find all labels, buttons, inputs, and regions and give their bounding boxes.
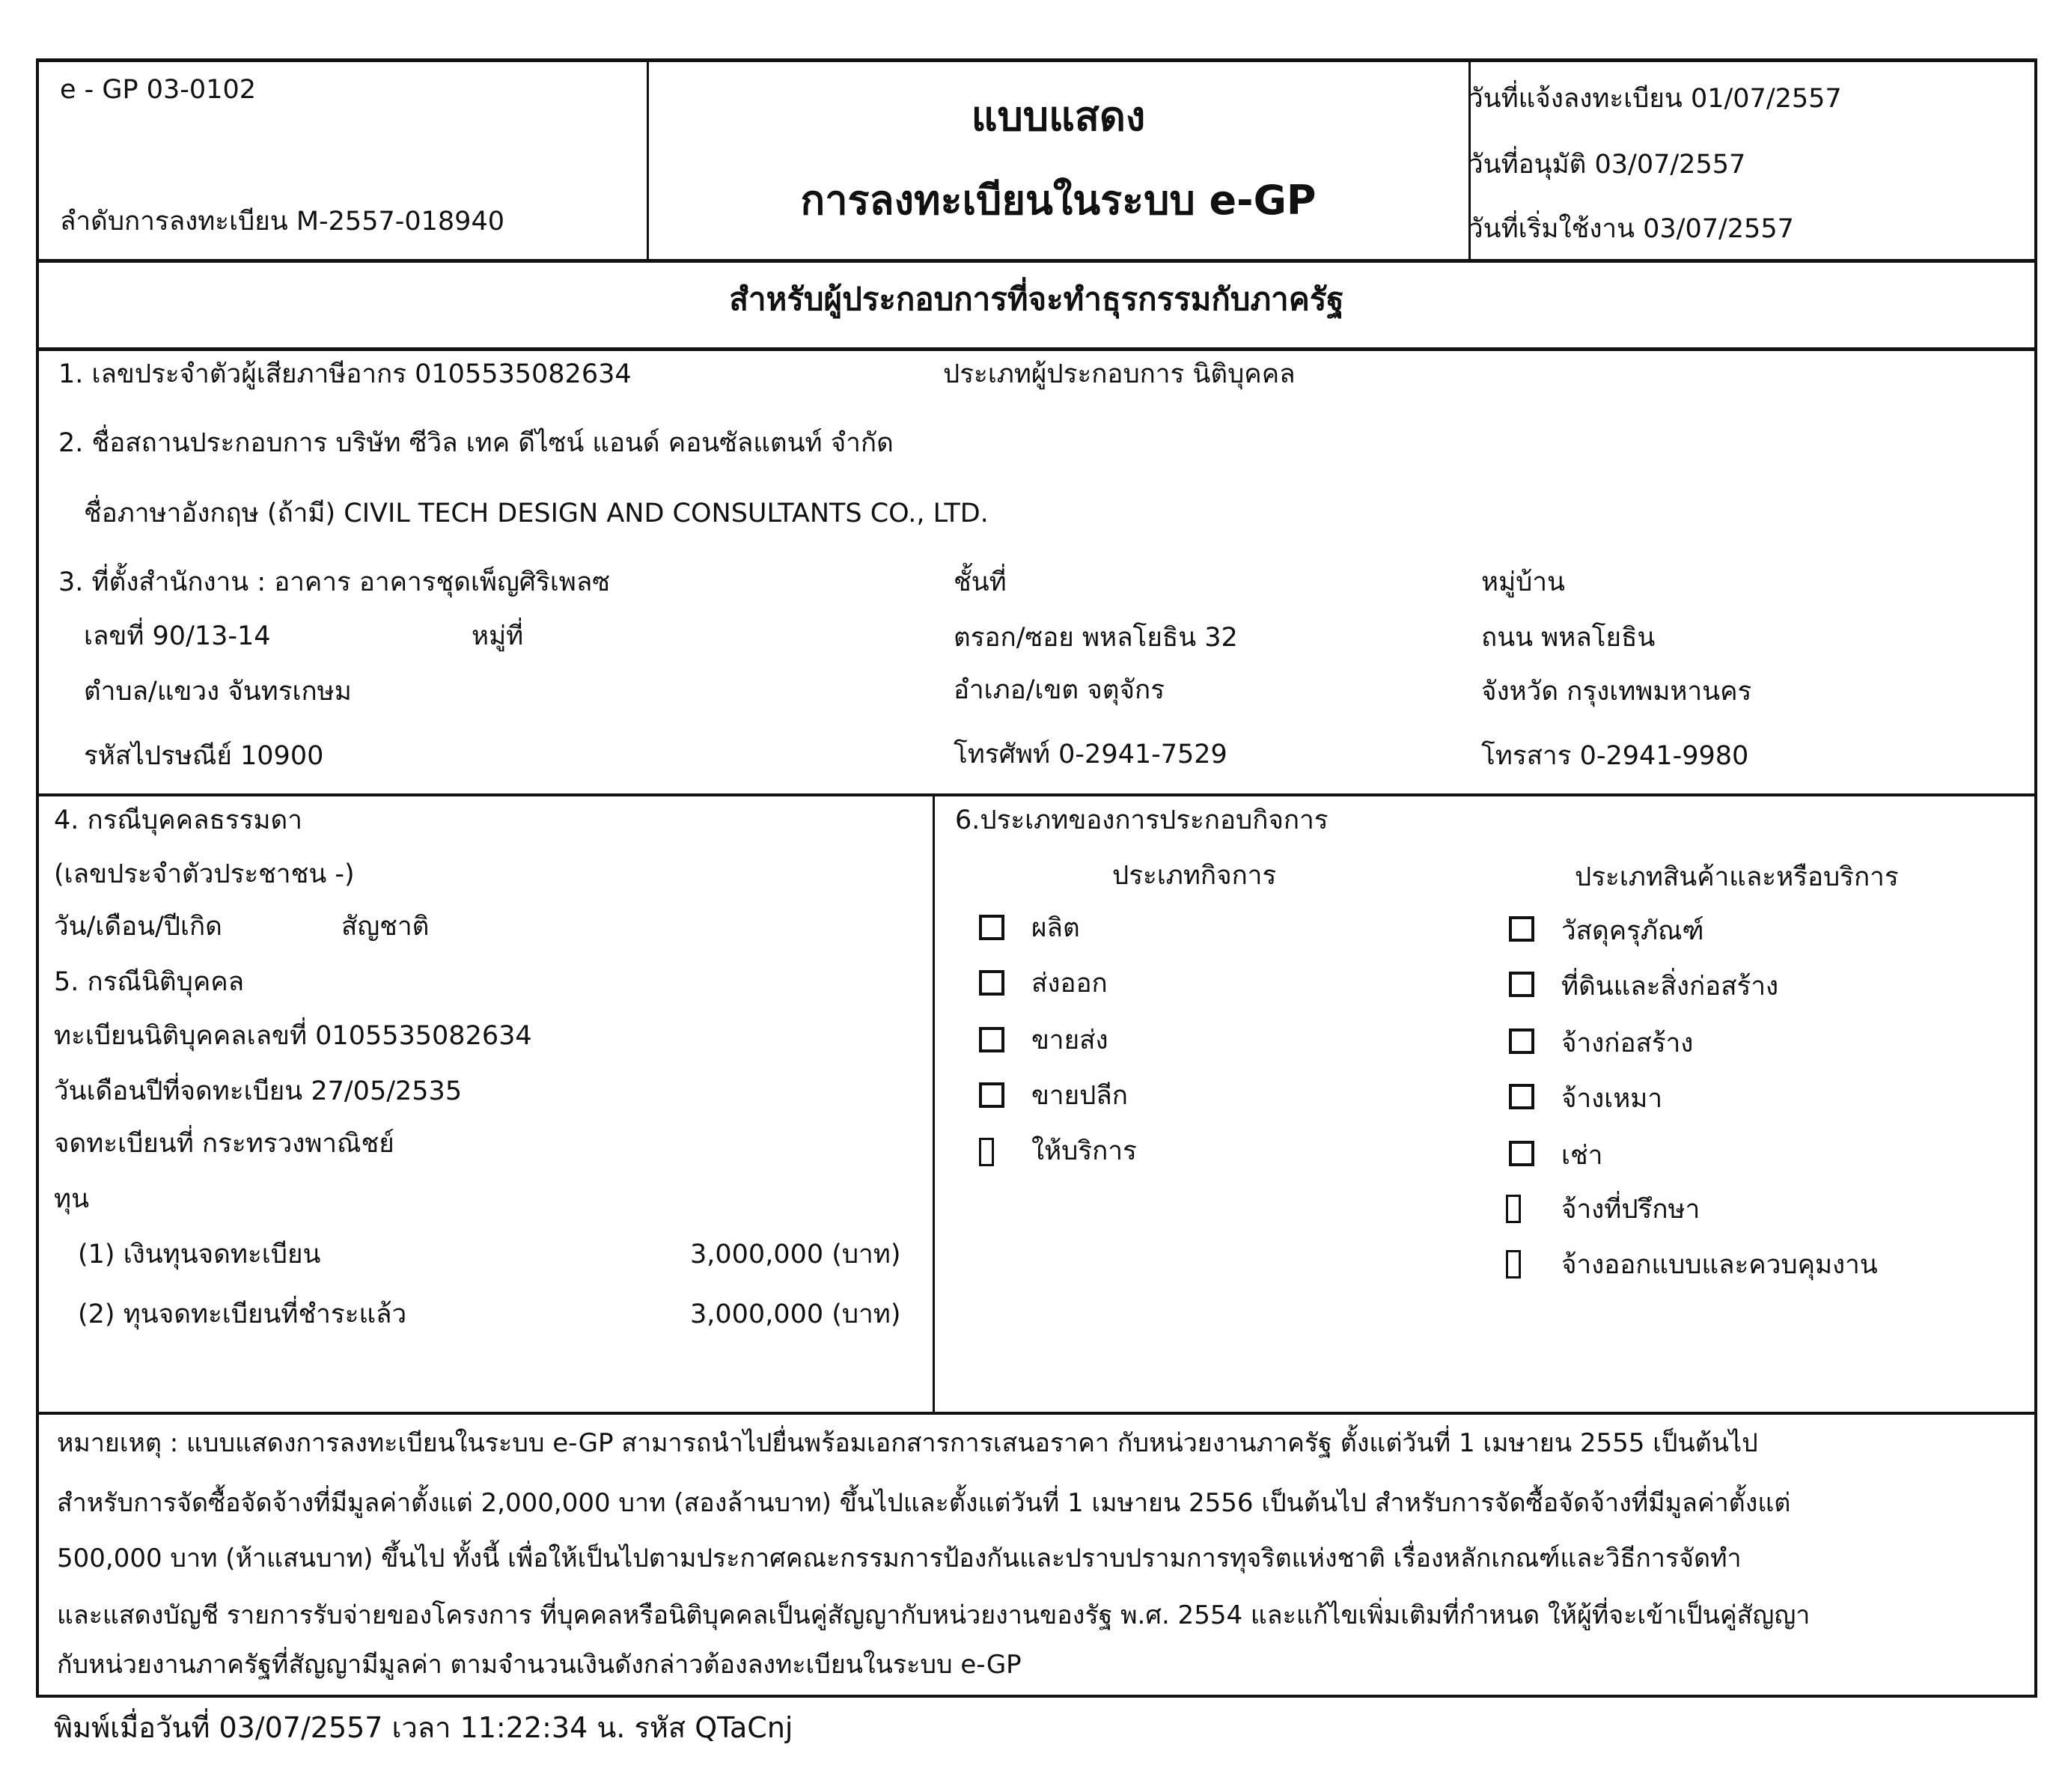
business-category-item: ส่งออก	[1031, 969, 1108, 999]
goods-service-item: จ้างที่ปรึกษา	[1561, 1195, 1701, 1225]
citizen-id: (เลขประจำตัวประชาชน -)	[54, 859, 355, 889]
juristic-heading: 5. กรณีนิติบุคคล	[54, 967, 245, 997]
business-category-item: ขายส่ง	[1031, 1025, 1108, 1055]
title-line-1: แบบแสดง	[971, 93, 1146, 140]
goods-service-item: เช่า	[1561, 1141, 1603, 1171]
business-type-heading: 6.ประเภทของการประกอบกิจการ	[955, 805, 1329, 835]
divider	[647, 58, 649, 260]
postcode: รหัสไปรษณีย์ 10900	[84, 741, 324, 771]
goods-service-item: ที่ดินและสิ่งก่อสร้าง	[1561, 972, 1779, 1002]
village: หมู่บ้าน	[1481, 567, 1565, 597]
border-bottom	[36, 1695, 2037, 1698]
business-category-heading: ประเภทกิจการ	[1112, 861, 1277, 891]
registered-at: จดทะเบียนที่ กระทรวงพาณิชย์	[54, 1129, 394, 1159]
checkbox[interactable]	[1509, 1084, 1534, 1109]
road: ถนน พหลโยธิน	[1481, 623, 1656, 653]
checkbox[interactable]	[979, 1082, 1004, 1108]
divider	[36, 793, 2037, 796]
paid-capital-value: 3,000,000 (บาท)	[690, 1299, 901, 1329]
capital-label: ทุน	[54, 1184, 89, 1214]
business-category-item: ให้บริการ	[1031, 1136, 1137, 1166]
checkbox[interactable]	[979, 915, 1004, 940]
juristic-reg-no: ทะเบียนนิติบุคคลเลขที่ 0105535082634	[54, 1021, 532, 1051]
border-top	[36, 58, 2037, 62]
tax-id: 1. เลขประจำตัวผู้เสียภาษีอากร 0105535082634	[58, 359, 632, 389]
registration-order: ลำดับการลงทะเบียน M-2557-018940	[60, 207, 504, 237]
registered-capital-label: (1) เงินทุนจดทะเบียน	[78, 1240, 321, 1270]
notify-date: วันที่แจ้งลงทะเบียน 01/07/2557	[1468, 84, 1842, 114]
start-date: วันที่เริ่มใช้งาน 03/07/2557	[1468, 214, 1794, 244]
goods-services-heading: ประเภทสินค้าและหรือบริการ	[1575, 862, 1899, 892]
subtitle: สำหรับผู้ประกอบการที่จะทำธุรกรรมกับภาครัฐ	[729, 281, 1344, 317]
fax: โทรสาร 0-2941-9980	[1481, 741, 1749, 771]
company-name-th: 2. ชื่อสถานประกอบการ บริษัท ซีวิล เทค ดีไซน์ แอนด์ คอนซัลแตนท์ จำกัด	[58, 428, 894, 458]
checkbox[interactable]	[1509, 972, 1534, 997]
note-line: สำหรับการจัดซื้อจัดจ้างที่มีมูลค่าตั้งแต่ 2,000,000 บาท (สองล้านบาท) ขึ้นไปและตั้งแต่วันที่ 1 เมษายน 2556 เป็นต้นไป สำหรับการจัดซื้อจัดจ้างที่มีมูลค่าตั้งแต่	[57, 1488, 1791, 1518]
goods-service-item: จ้างเหมา	[1561, 1084, 1663, 1114]
floor: ชั้นที่	[954, 567, 1007, 597]
divider	[36, 1412, 2037, 1415]
checkbox[interactable]	[1506, 1195, 1521, 1223]
phone: โทรศัพท์ 0-2941-7529	[954, 740, 1227, 769]
note-line: 500,000 บาท (ห้าแสนบาท) ขึ้นไป ทั้งนี้ เพื่อให้เป็นไปตามประกาศคณะกรรมการป้องกันและปราบปรามการทุจริตแห่งชาติ เรื่องหลักเกณฑ์และวิธีการจัดทำ	[57, 1543, 1742, 1573]
checkbox[interactable]	[979, 1027, 1004, 1052]
office-building: 3. ที่ตั้งสำนักงาน : อาคาร อาคารชุดเพ็ญศิริเพลซ	[58, 567, 611, 597]
checkbox[interactable]	[1509, 1028, 1534, 1054]
soi: ตรอก/ซอย พหลโยธิน 32	[954, 623, 1238, 653]
note-line: หมายเหตุ : แบบแสดงการลงทะเบียนในระบบ e-GP สามารถนำไปยื่นพร้อมเอกสารการเสนอราคา กับหน่วยงานภาครัฐ ตั้งแต่วันที่ 1 เมษายน 2555 เป็นต้นไป	[57, 1428, 1758, 1458]
title-line-2: การลงทะเบียนในระบบ e-GP	[800, 177, 1317, 224]
nationality: สัญชาติ	[341, 912, 430, 942]
divider	[36, 347, 2037, 351]
paid-capital-label: (2) ทุนจดทะเบียนที่ชำระแล้ว	[78, 1299, 407, 1329]
checkbox[interactable]	[979, 970, 1004, 996]
print-footer: พิมพ์เมื่อวันที่ 03/07/2557 เวลา 11:22:34 น. รหัส QTaCnj	[54, 1711, 793, 1744]
approve-date: วันที่อนุมัติ 03/07/2557	[1468, 150, 1746, 180]
registered-capital-value: 3,000,000 (บาท)	[690, 1240, 901, 1270]
registration-date: วันเดือนปีที่จดทะเบียน 27/05/2535	[54, 1076, 463, 1106]
company-name-en: ชื่อภาษาอังกฤษ (ถ้ามี) CIVIL TECH DESIGN AND CONSULTANTS CO., LTD.	[84, 499, 989, 528]
goods-service-item: จ้างออกแบบและควบคุมงาน	[1561, 1250, 1878, 1280]
address-number: เลขที่ 90/13-14	[84, 621, 271, 651]
goods-service-item: จ้างก่อสร้าง	[1561, 1028, 1694, 1058]
checkbox[interactable]	[1509, 916, 1534, 942]
note-line: กับหน่วยงานภาครัฐที่สัญญามีมูลค่า ตามจำนวนเงินดังกล่าวต้องลงทะเบียนในระบบ e-GP	[57, 1650, 1022, 1680]
birth-date: วัน/เดือน/ปีเกิด	[54, 912, 222, 942]
natural-person-heading: 4. กรณีบุคคลธรรมดา	[54, 805, 302, 835]
goods-service-item: วัสดุครุภัณฑ์	[1561, 916, 1704, 946]
district: อำเภอ/เขต จตุจักร	[954, 675, 1165, 705]
moo: หมู่ที่	[472, 621, 524, 651]
business-category-item: ผลิต	[1031, 913, 1080, 943]
form-code: e - GP 03-0102	[60, 75, 257, 105]
business-category-item: ขายปลีก	[1031, 1081, 1128, 1111]
subdistrict: ตำบล/แขวง จันทรเกษม	[84, 677, 352, 707]
checkbox[interactable]	[1506, 1250, 1521, 1279]
divider	[933, 793, 935, 1415]
divider	[36, 259, 2037, 263]
province: จังหวัด กรุงเทพมหานคร	[1481, 677, 1752, 707]
checkbox[interactable]	[979, 1138, 994, 1166]
entity-type: ประเภทผู้ประกอบการ นิติบุคคล	[943, 359, 1296, 389]
note-line: และแสดงบัญชี รายการรับจ่ายของโครงการ ที่บุคคลหรือนิติบุคคลเป็นคู่สัญญากับหน่วยงานของรัฐ พ.ศ. 2554 และแก้ไขเพิ่มเติมที่กำหนด ให้ผู้ที่จะเข้าเป็นคู่สัญญา	[57, 1600, 1811, 1630]
checkbox[interactable]	[1509, 1141, 1534, 1166]
